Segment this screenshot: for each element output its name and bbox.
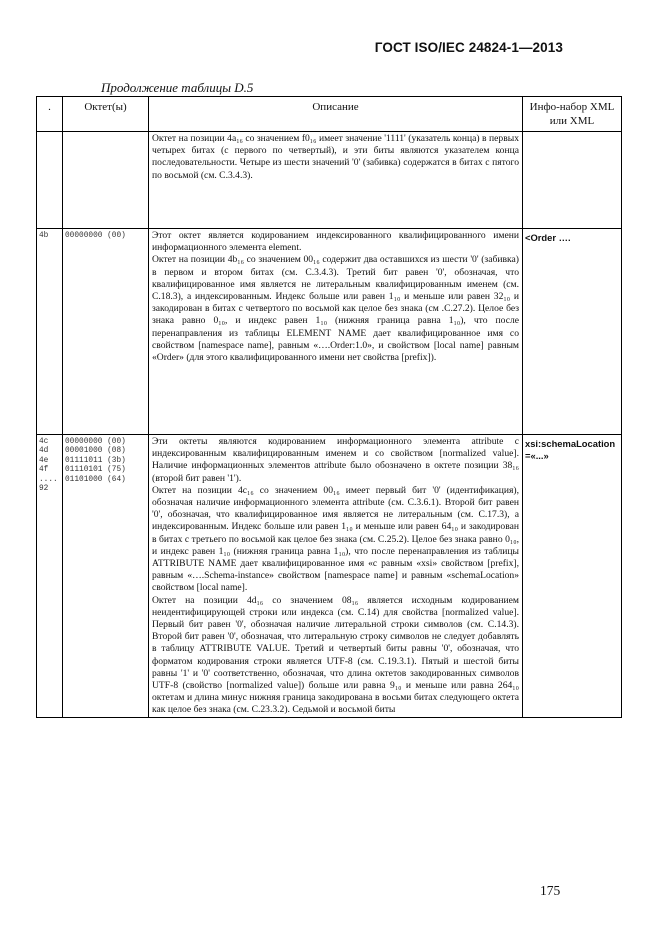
infoset-cell — [523, 132, 622, 229]
table-row — [37, 229, 622, 435]
octets-cell: 00000000 (00) 00001000 (08) 01111011 (3b) 01110101 (75) 01101000 (64) — [63, 435, 149, 718]
octets-cell: 00000000 (00) — [63, 229, 149, 435]
position-cell — [37, 132, 63, 229]
header-position: . — [37, 97, 63, 132]
header-description: Описание — [149, 97, 523, 132]
description-cell — [149, 132, 523, 229]
octet-table — [36, 96, 622, 718]
description-cell — [149, 229, 523, 435]
page-number: 175 — [540, 883, 561, 898]
table-header-row — [37, 97, 622, 132]
header-infoset: Инфо-набор XML или XML — [523, 97, 622, 132]
description-cell — [149, 435, 523, 718]
table-row — [37, 435, 622, 718]
description-paragraph: Октет на позиции 4b₁₆ со значением 00₁₆ содержит два оставшихся из шести '0' (забивка) в первом и втором битах (см. С.3.4.3). Третий бит равен '0', обозначая, что квалифицированное имя является не литеральным квалифицированным именем (см. С.18.3), а индексированным. Индекс больше или равен 1₁₀ и меньше или равен 32₁₀ и закодирован в битах с четвертого по восьмой как целое без знака (см .С.27.2). Целое без знака равно 0₁₀, и индекс равен 1₁₀ (нижняя граница равна 1₁₀), что после перенаправления из таблицы ELEMENT NAME дает квалифицированное имя со свойством [namespace name], равным «….Order:1.0», и свойством [local name] равным «Order» (для этого квалифицированного имени нет свойства [prefix]). — [152, 254, 519, 364]
description-paragraph: Октет на позиции 4c₁₆ со значением 00₁₆ имеет первый бит '0' (идентификация), обозначая наличие информационного элемента attribute (см. С.3.6.1). Второй бит равен '0', обозначая, что квалифицированное имя является не литеральным (см. С.17.3), а индексированным. Индекс больше или равен 1₁₀ и меньше или равен 64₁₀ и закодирован в битах с третьего по восьмой как целое без знака (см. С.25.2). Целое без знака равно 0₁₀, и индекс равен 1₁₀ (нижняя граница равна 1₁₀), что после перенаправления из таблицы ATTRIBUTE NAME дает квалифицированное имя «с равным «xsi» свойством [prefix], равным «….Schema-instance» свойством [namespace name] и равным «schemaLocation» свойством [local name]. — [152, 484, 519, 594]
infoset-cell: xsi:schemaLocation=«...» — [523, 435, 622, 718]
description-paragraph: Эти октеты являются кодированием информационного элемента attribute с индексированным квалифицированным именем и со свойством [normalized value]. Наличие информационных элементов attribute было обозначено в октете позиции 38₁₆ (второй бит равен '1'). — [152, 436, 519, 484]
description-paragraph: Октет на позиции 4d₁₆ со значением 08₁₆ является исходным кодированием неидентифицирующей строки или индекса (см. С.14) для свойства [normalized value]. Первый бит равен '0', обозначая наличие литеральной строки символов (см. С.14.3). Второй бит равен '0', обозначая, что литеральную строку символов не следует добавлять в таблицу ATTRIBUTE VALUE. Третий и четвертый биты равны '0', обозначая, что форматом кодирования строки является UTF-8 (см. С.19.3.1). Пятый и шестой биты равны '1' и '0' соответственно, обозначая, что длина октетов закодированных символов UTF-8 (свойство [normalized value]) больше или равна 9₁₀ и меньше или равна 264₁₀ октетам и длина минус нижняя граница закодирована в восьми битах следующего октета как целое без знака (см. С.23.3.2). Седьмой и восьмой биты — [152, 594, 519, 716]
document-header: ГОСТ ISO/IEC 24824-1—2013 — [374, 40, 563, 55]
position-cell: 4c 4d 4e 4f .... 92 — [37, 435, 63, 718]
description-paragraph: Октет на позиции 4a₁₆ со значением f0₁₆ имеет значение '1111' (указатель конца) в первых четырех битах (с первого по четвертый), и эти биты являются указателем конца последовательности. Четыре из шести значений '0' (забивка) содержатся в битах с пятого по восьмой (см. С.3.4.3). — [152, 133, 519, 181]
position-cell: 4b — [37, 229, 63, 435]
header-octets: Октет(ы) — [63, 97, 149, 132]
infoset-cell: <Order …. — [523, 229, 622, 435]
octets-cell — [63, 132, 149, 229]
table-caption: Продолжение таблицы D.5 — [101, 80, 254, 95]
description-paragraph: Этот октет является кодированием индексированного квалифицированного имени информационного элемента element. — [152, 230, 519, 254]
table-row — [37, 132, 622, 229]
